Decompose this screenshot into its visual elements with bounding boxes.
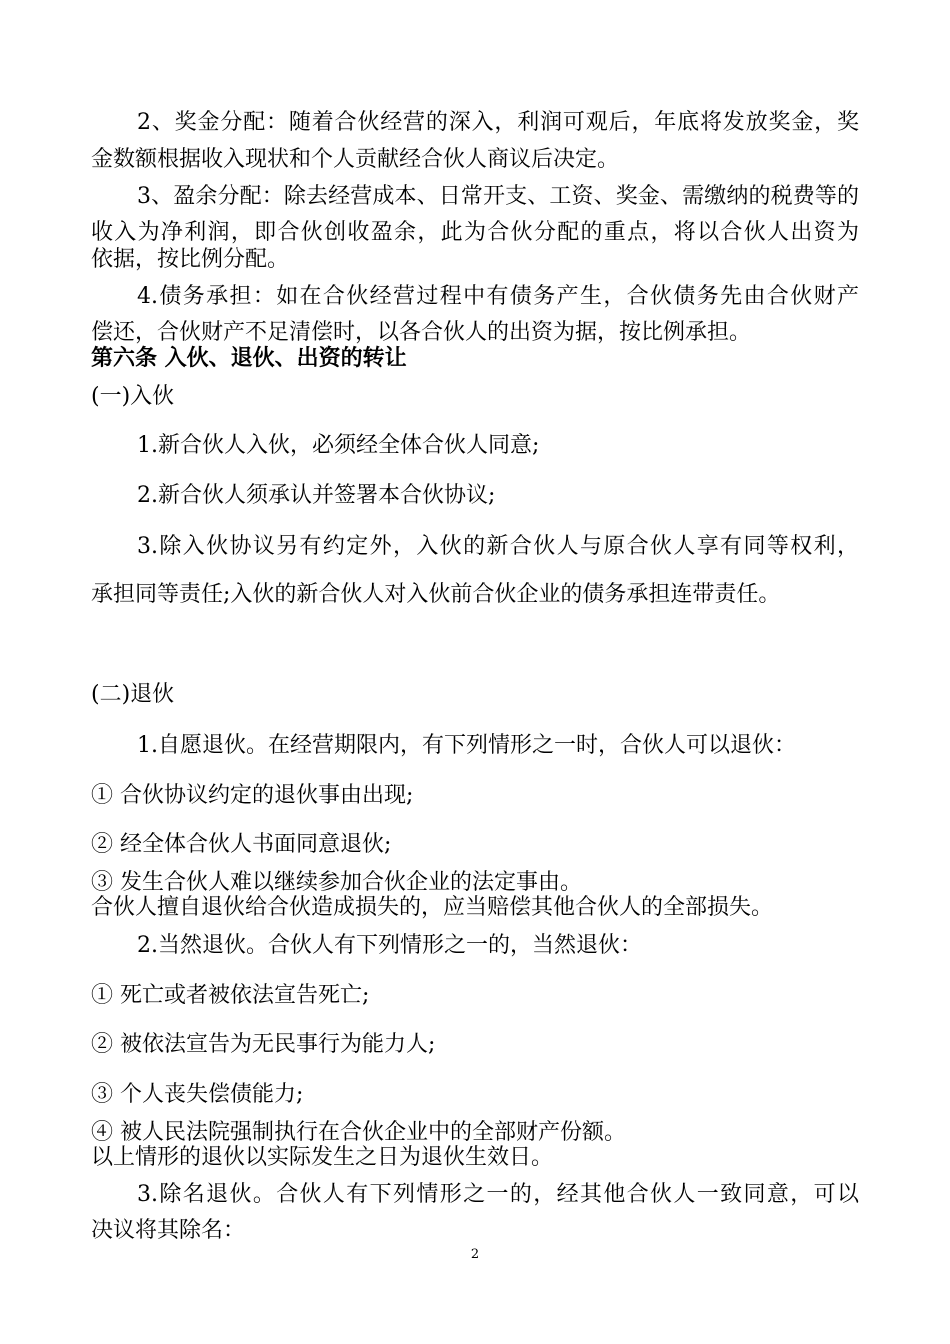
text-line: 2.当然退伙。合伙人有下列情形之一的，当然退伙： — [137, 933, 642, 958]
text-line: 1.自愿退伙。在经营期限内，有下列情形之一时，合伙人可以退伙： — [137, 733, 796, 758]
list-item: ② 被依法宣告为无民事行为能力人; — [91, 1032, 436, 1057]
text-line: 偿还，合伙财产不足清偿时，以各合伙人的出资为据，按比例承担。 — [91, 320, 752, 345]
subsection-heading: (一)入伙 — [91, 384, 175, 409]
text-line: 金数额根据收入现状和个人贡献经合伙人商议后决定。 — [91, 147, 620, 172]
text-line: 1.新合伙人入伙，必须经全体合伙人同意; — [137, 433, 540, 458]
text-line: 3.除名退伙。合伙人有下列情形之一的，经其他合伙人一致同意，可以 — [137, 1182, 859, 1207]
text-line: 承担同等责任;入伙的新合伙人对入伙前合伙企业的债务承担连带责任。 — [91, 582, 781, 607]
section-heading: 第六条 入伙、退伙、出资的转让 — [91, 346, 407, 371]
text-line: 合伙人擅自退伙给合伙造成损失的，应当赔偿其他合伙人的全部损失。 — [91, 895, 774, 920]
list-item: ② 经全体合伙人书面同意退伙; — [91, 832, 392, 857]
text-line: 4.债务承担：如在合伙经营过程中有债务产生，合伙债务先由合伙财产 — [137, 284, 859, 309]
subsection-heading: (二)退伙 — [91, 682, 175, 707]
page-number: 2 — [470, 1247, 480, 1262]
text-line: 2.新合伙人须承认并签署本合伙协议; — [137, 483, 496, 508]
text-line: 以上情形的退伙以实际发生之日为退伙生效日。 — [91, 1145, 554, 1170]
list-item: ③ 个人丧失偿债能力; — [91, 1082, 304, 1107]
text-line: 决议将其除名： — [91, 1218, 246, 1243]
text-line: 3、盈余分配：除去经营成本、日常开支、工资、奖金、需缴纳的税费等的 — [137, 184, 859, 209]
text-line: 收入为净利润，即合伙创收盈余，此为合伙分配的重点，将以合伙人出资为 — [91, 220, 859, 245]
text-line: 依据，按比例分配。 — [91, 247, 290, 272]
list-item: ③ 发生合伙人难以继续参加合伙企业的法定事由。 — [91, 870, 582, 895]
list-item: ④ 被人民法院强制执行在合伙企业中的全部财产份额。 — [91, 1120, 626, 1145]
list-item: ① 死亡或者被依法宣告死亡; — [91, 983, 370, 1008]
text-line: 3.除入伙协议另有约定外，入伙的新合伙人与原合伙人享有同等权利， — [137, 534, 859, 559]
text-line: 2、奖金分配：随着合伙经营的深入，利润可观后，年底将发放奖金，奖 — [137, 110, 859, 135]
list-item: ① 合伙协议约定的退伙事由出现; — [91, 783, 414, 808]
